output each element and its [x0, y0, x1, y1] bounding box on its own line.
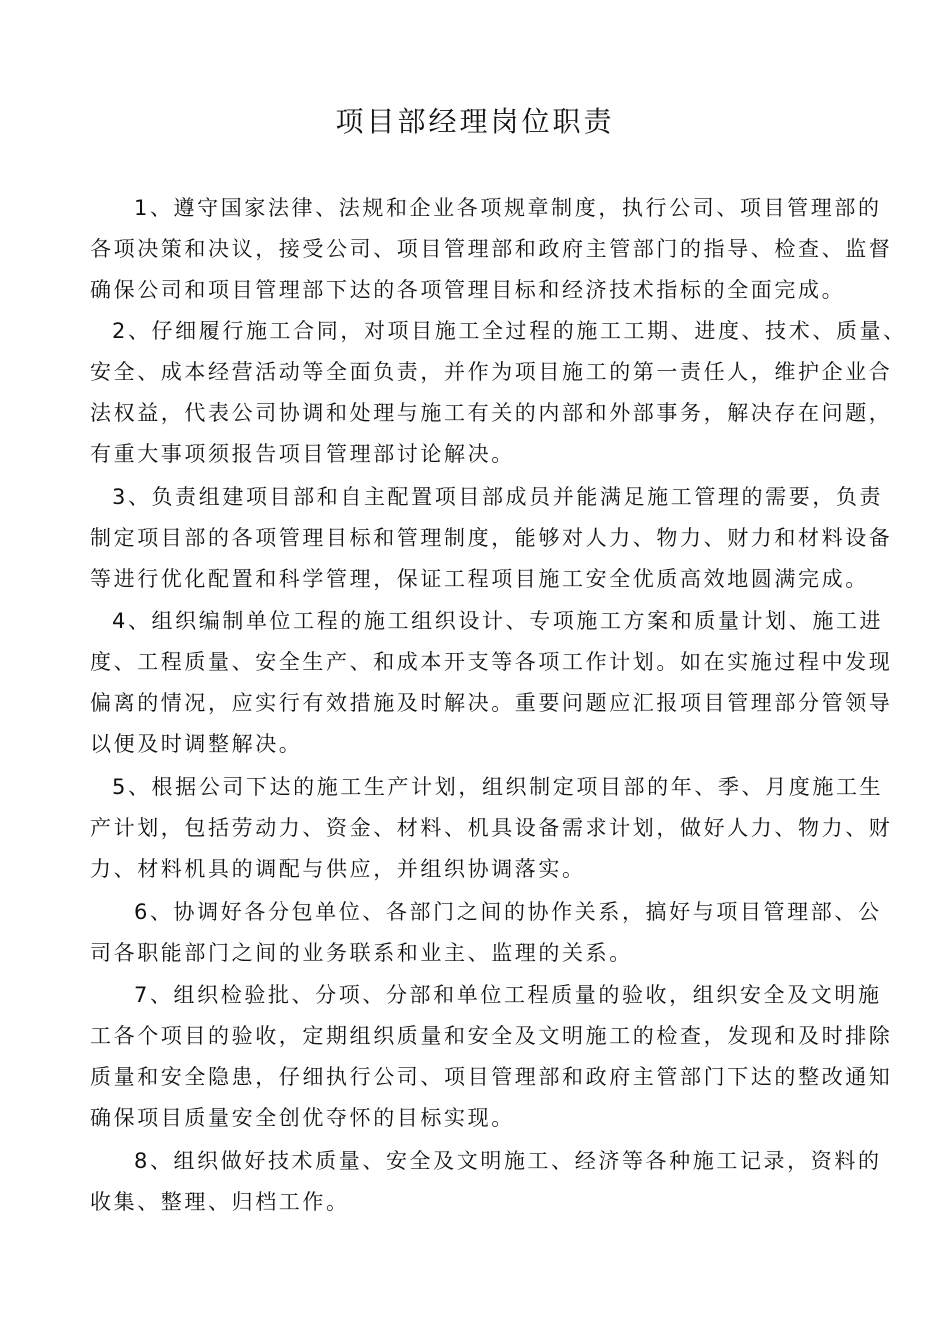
paragraph-line: 8、组织做好技术质量、安全及文明施工、经济等各种施工记录，资料的: [134, 1149, 882, 1173]
paragraph-2: [90, 311, 907, 475]
paragraph-line: 确保公司和项目管理部下达的各项管理目标和经济技术指标的全面完成。: [90, 278, 846, 302]
paragraph-4: [90, 601, 893, 765]
paragraph-line: 7、组织检验批、分项、分部和单位工程质量的验收，组织安全及文明施: [134, 983, 882, 1007]
paragraph-3: [90, 477, 893, 600]
paragraph-line: 质量和安全隐患，仔细执行公司、项目管理部和政府主管部门下达的整改通知: [90, 1065, 893, 1089]
paragraph-line: 各项决策和决议，接受公司、项目管理部和政府主管部门的指导、检查、监督: [90, 237, 893, 261]
paragraph-1: [90, 188, 893, 311]
paragraph-line: 1、遵守国家法律、法规和企业各项规章制度，执行公司、项目管理部的: [134, 196, 882, 220]
paragraph-line: 安全、成本经营活动等全面负责，并作为项目施工的第一责任人，维护企业合: [90, 360, 893, 384]
paragraph-line: 司各职能部门之间的业务联系和业主、监理的关系。: [90, 941, 633, 965]
paragraph-6: [90, 892, 880, 974]
paragraph-line: 偏离的情况，应实行有效措施及时解决。重要问题应汇报项目管理部分管领导: [90, 691, 893, 715]
paragraph-line: 收集、整理、归档工作。: [90, 1190, 350, 1214]
paragraph-line: 4、组织编制单位工程的施工组织设计、专项施工方案和质量计划、施工进: [112, 609, 884, 633]
paragraph-line: 2、仔细履行施工合同，对项目施工全过程的施工工期、进度、技术、质量、: [112, 319, 907, 343]
paragraph-line: 确保项目质量安全创优夺怀的目标实现。: [90, 1106, 515, 1130]
paragraph-line: 等进行优化配置和科学管理，保证工程项目施工安全优质高效地圆满完成。: [90, 567, 869, 591]
paragraph-line: 6、协调好各分包单位、各部门之间的协作关系，搞好与项目管理部、公: [134, 900, 882, 924]
paragraph-5: [90, 767, 893, 890]
paragraph-line: 工各个项目的验收，定期组织质量和安全及文明施工的检查，发现和及时排除: [90, 1024, 893, 1048]
paragraph-line: 度、工程质量、安全生产、和成本开支等各项工作计划。如在实施过程中发现: [90, 650, 893, 674]
paragraph-line: 产计划，包括劳动力、资金、材料、机具设备需求计划，做好人力、物力、财: [90, 816, 893, 840]
paragraph-line: 法权益，代表公司协调和处理与施工有关的内部和外部事务，解决存在问题，: [90, 401, 893, 425]
paragraph-line: 制定项目部的各项管理目标和管理制度，能够对人力、物力、财力和材料设备: [90, 526, 893, 550]
page-title: 项目部经理岗位职责: [335, 105, 615, 138]
paragraph-line: 以便及时调整解决。: [90, 732, 303, 756]
paragraph-line: 有重大事项须报告项目管理部讨论解决。: [90, 442, 515, 466]
paragraph-line: 力、材料机具的调配与供应，并组织协调落实。: [90, 857, 586, 881]
paragraph-8: [90, 1141, 880, 1223]
paragraph-7: [90, 975, 893, 1139]
paragraph-line: 3、负责组建项目部和自主配置项目部成员并能满足施工管理的需要，负责: [112, 485, 884, 509]
paragraph-line: 5、根据公司下达的施工生产计划，组织制定项目部的年、季、月度施工生: [112, 775, 884, 799]
